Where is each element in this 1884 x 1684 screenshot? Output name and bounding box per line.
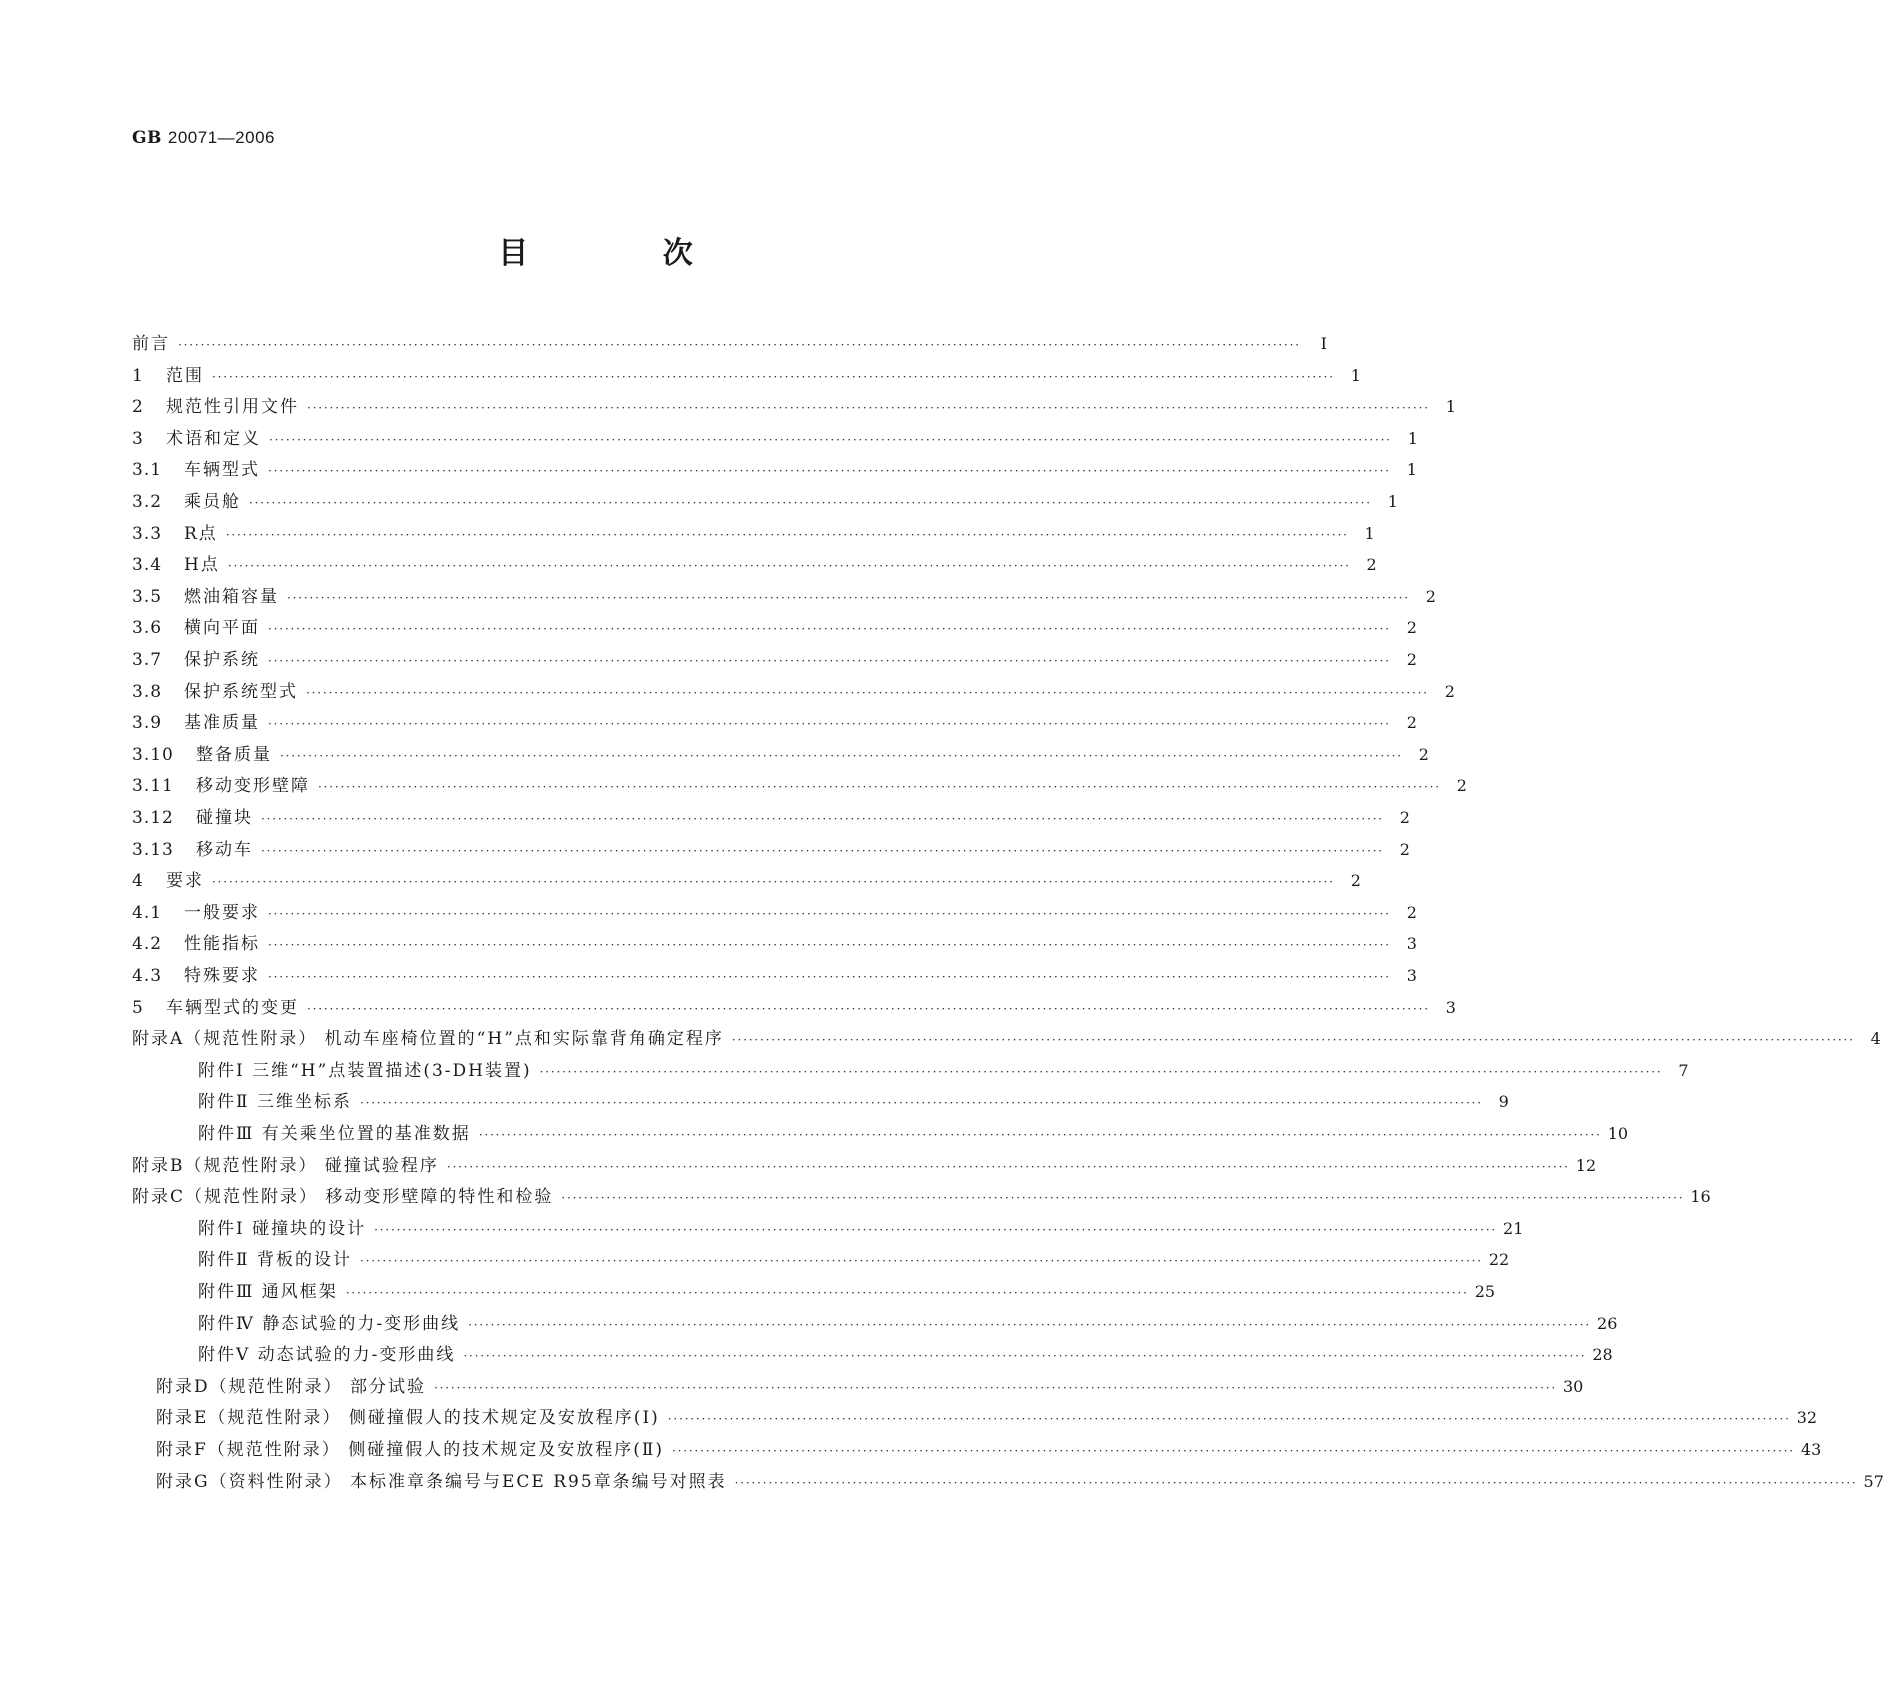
toc-entry[interactable] [132,458,1417,482]
toc-entry-page: 26 [1597,1314,1618,1333]
toc-entry-number: 2 [132,397,144,417]
toc-entry-label: 附录D（规范性附录） 部分试验 [156,1377,427,1397]
toc-entry-page: 2 [1406,713,1417,732]
toc-entry-label: 基准质量 [184,713,260,733]
toc-entry-label: 规范性引用文件 [166,397,299,417]
toc-entry-number: 3.5 [132,587,163,607]
toc-entry-label: 车辆型式的变更 [166,998,299,1018]
toc-entry-label: 附录E（规范性附录） 侧碰撞假人的技术规定及安放程序(Ⅰ) [156,1408,660,1428]
toc-entry-label: 碰撞块 [196,808,253,828]
toc-entry[interactable] [132,932,1417,956]
toc-entry-label: H点 [184,555,220,575]
toc-entry-number: 3.8 [132,682,163,702]
toc-entry[interactable] [156,1470,1884,1494]
toc-leader-dots: ········································································································································································································ [667,1412,1791,1426]
toc-entry[interactable] [132,490,1398,514]
toc-entry-page: 2 [1418,745,1429,764]
toc-entry-page: 1 [1350,366,1361,385]
toc-leader-dots: ········································································································································································································ [359,1096,1483,1110]
toc-leader-dots: ········································································································································································································ [268,464,1391,478]
toc-leader-dots: ········································································································································································································ [345,1286,1469,1300]
toc-leader-dots: ········································································································································································································ [212,370,1335,384]
toc-entry-number: 4.1 [132,903,163,923]
toc-leader-dots: ········································································································································································································ [261,844,1384,858]
toc-entry-label: 性能指标 [184,934,260,954]
toc-leader-dots: ········································································································································································································ [268,970,1391,984]
toc-entry-page: 57 [1863,1472,1884,1491]
toc-entry-page: 12 [1575,1156,1597,1175]
toc-entry-page: 2 [1456,776,1467,795]
toc-entry-label: 整备质量 [196,745,272,765]
toc-leader-dots: ········································································································································································································ [225,528,1349,542]
toc-entry-label: 附件Ⅲ 有关乘坐位置的基准数据 [198,1124,471,1144]
toc-entry-label: 前言 [132,334,170,354]
toc-leader-dots: ········································································································································································································ [227,559,1351,573]
toc-entry[interactable] [132,364,1361,388]
toc-entry-label: 附录G（资料性附录） 本标准章条编号与ECE R95章条编号对照表 [156,1472,727,1492]
toc-leader-dots: ········································································································································································································ [374,1223,1498,1237]
toc-entry-page: 3 [1406,934,1417,953]
toc-entry-label: 范围 [166,366,204,386]
toc-entry-page: 1 [1406,460,1417,479]
toc-entry[interactable] [156,1375,1584,1399]
toc-entry-page: 43 [1800,1440,1822,1459]
toc-entry[interactable] [132,743,1429,767]
toc-entry-label: 附件Ⅱ 背板的设计 [198,1250,352,1270]
toc-entry[interactable] [198,1280,1496,1304]
toc-entry-label: 要求 [166,871,204,891]
toc-entry-page: 1 [1445,397,1456,416]
toc-leader-dots: ········································································································································································································ [539,1065,1663,1079]
toc-entry-number: 5 [132,998,144,1018]
toc-leader-dots: ········································································································································································································ [478,1128,1602,1142]
toc-entry-page: 3 [1445,998,1456,1017]
toc-leader-dots: ········································································································································································································ [268,907,1391,921]
toc-entry-number: 3 [132,429,144,449]
toc-entry-number: 4.2 [132,934,163,954]
toc-entry[interactable] [132,901,1417,925]
toc-entry-page: 2 [1406,650,1417,669]
toc-entry-number: 3.11 [132,776,174,796]
toc-leader-dots: ········································································································································································································ [249,496,1372,510]
toc-entry[interactable] [198,1122,1629,1146]
toc-entry-page: 30 [1562,1377,1584,1396]
toc-entry-number: 3.7 [132,650,163,670]
toc-entry-page: 2 [1425,587,1436,606]
toc-leader-dots: ········································································································································································································ [280,749,1403,763]
toc-entry-label: 移动变形壁障 [196,776,310,796]
toc-entry-page: 28 [1592,1345,1613,1364]
toc-entry[interactable] [198,1343,1613,1367]
toc-entry-label: 保护系统型式 [184,682,298,702]
toc-entry-page: 22 [1488,1250,1510,1269]
toc-entry-page: 2 [1406,618,1417,637]
toc-entry-page: 10 [1607,1124,1629,1143]
toc-entry-label: 附件Ⅲ 通风框架 [198,1282,338,1302]
toc-entry-label: 燃油箱容量 [184,587,279,607]
toc-entry[interactable] [198,1217,1524,1241]
toc-entry-page: 16 [1690,1187,1711,1206]
toc-entry[interactable] [198,1312,1618,1336]
toc-entry-page: 1 [1364,524,1375,543]
toc-leader-dots: ········································································································································································································ [287,591,1410,605]
toc-leader-dots: ········································································································································································································ [212,875,1335,889]
toc-entry-label: 附件Ⅱ 三维坐标系 [198,1092,352,1112]
toc-entry-label: 乘员舱 [184,492,241,512]
toc-leader-dots: ········································································································································································································ [468,1318,1592,1332]
toc-entry[interactable] [132,395,1456,419]
toc-entry[interactable] [132,680,1455,704]
toc-entry-label: 附件Ⅳ 静态试验的力-变形曲线 [198,1314,461,1334]
toc-leader-dots: ········································································································································································································ [268,717,1391,731]
toc-leader-dots: ········································································································································································································ [359,1254,1483,1268]
toc-entry-page: 21 [1503,1219,1524,1238]
toc-entry-page: Ⅰ [1320,334,1327,353]
toc-entry[interactable] [132,869,1361,893]
document-code [132,128,275,148]
toc-entry[interactable] [132,1027,1881,1051]
standard-prefix: GB [132,128,162,148]
toc-entry-page: 2 [1399,840,1410,859]
toc-entry-number: 3.6 [132,618,163,638]
toc-leader-dots: ········································································································································································································ [672,1444,1795,1458]
toc-entry-label: 附录A（规范性附录） 机动车座椅位置的“H”点和实际靠背角确定程序 [132,1029,724,1049]
toc-entry-label: 附录C（规范性附录） 移动变形壁障的特性和检验 [132,1187,554,1207]
toc-entry-number: 1 [132,366,144,386]
toc-entry[interactable] [156,1406,1818,1430]
toc-entry[interactable] [198,1248,1510,1272]
toc-entry-page: 9 [1498,1092,1509,1111]
toc-entry-number: 3.4 [132,555,163,575]
toc-entry[interactable] [132,427,1418,451]
toc-entry-number: 3.10 [132,745,174,765]
page-title: 目 次 [498,236,755,271]
toc-entry[interactable] [198,1090,1509,1114]
toc-entry-page: 2 [1366,555,1377,574]
standard-number: 20071—2006 [167,128,275,147]
toc-entry[interactable] [132,838,1410,862]
toc-entry-label: 附录F（规范性附录） 侧碰撞假人的技术规定及安放程序(Ⅱ) [156,1440,665,1460]
toc-entry-label: 特殊要求 [184,966,260,986]
toc-entry-label: 车辆型式 [184,460,260,480]
toc-entry-label: 附件Ⅰ 三维“H”点装置描述(3-DH装置) [198,1061,532,1081]
toc-entry-number: 3.9 [132,713,163,733]
toc-entry-number: 4.3 [132,966,163,986]
toc-entry-label: 一般要求 [184,903,260,923]
toc-entry-number: 4 [132,871,144,891]
toc-entry-page: 25 [1474,1282,1496,1301]
toc-entry-number: 3.13 [132,840,174,860]
toc-entry-page: 4 [1870,1029,1881,1048]
toc-entry-page: 1 [1407,429,1418,448]
toc-leader-dots: ········································································································································································································ [463,1349,1587,1363]
toc-entry-number: 3.2 [132,492,163,512]
toc-leader-dots: ········································································································································································································ [268,938,1391,952]
toc-entry[interactable] [132,522,1375,546]
toc-entry[interactable] [132,616,1417,640]
toc-entry-page: 1 [1387,492,1398,511]
toc-entry[interactable] [132,553,1377,577]
toc-leader-dots: ········································································································································································································ [561,1191,1685,1205]
toc-entry[interactable] [132,711,1417,735]
toc-leader-dots: ········································································································································································································ [307,1002,1430,1016]
toc-entry-label: 附件Ⅴ 动态试验的力-变形曲线 [198,1345,456,1365]
toc-leader-dots: ········································································································································································································ [268,654,1391,668]
toc-leader-dots: ········································································································································································································ [261,812,1384,826]
toc-entry-label: 移动车 [196,840,253,860]
toc-leader-dots: ········································································································································································································ [178,338,1301,352]
toc-leader-dots: ········································································································································································································ [731,1033,1855,1047]
toc-entry-label: 附录B（规范性附录） 碰撞试验程序 [132,1156,439,1176]
toc-entry[interactable] [132,1154,1597,1178]
toc-leader-dots: ········································································································································································································ [434,1381,1557,1395]
toc-entry-label: R点 [184,524,218,544]
toc-entry-label: 术语和定义 [166,429,261,449]
toc-entry[interactable] [132,806,1410,830]
toc-leader-dots: ········································································································································································································ [318,780,1441,794]
toc-entry-page: 32 [1796,1408,1818,1427]
toc-entry-page: 7 [1678,1061,1689,1080]
toc-leader-dots: ········································································································································································································ [306,686,1429,700]
toc-entry[interactable] [132,585,1436,609]
toc-entry-page: 3 [1406,966,1417,985]
toc-entry-label: 附件Ⅰ 碰撞块的设计 [198,1219,367,1239]
toc-entry-page: 2 [1444,682,1455,701]
toc-entry-page: 2 [1406,903,1417,922]
toc-entry[interactable] [132,996,1456,1020]
toc-leader-dots: ········································································································································································································ [734,1476,1858,1490]
toc-entry-label: 横向平面 [184,618,260,638]
toc-entry-page: 2 [1399,808,1410,827]
toc-entry-number: 3.3 [132,524,163,544]
toc-entry-page: 2 [1350,871,1361,890]
toc-entry[interactable] [132,332,1327,356]
toc-leader-dots: ········································································································································································································ [269,433,1392,447]
toc-entry[interactable] [132,1185,1711,1209]
toc-entry-number: 3.12 [132,808,174,828]
toc-entry-label: 保护系统 [184,650,260,670]
toc-entry[interactable] [198,1059,1689,1083]
toc-entry-number: 3.1 [132,460,163,480]
toc-entry[interactable] [132,648,1417,672]
toc-leader-dots: ········································································································································································································ [307,401,1430,415]
toc-entry[interactable] [156,1438,1822,1462]
toc-leader-dots: ········································································································································································································ [446,1160,1570,1174]
toc-leader-dots: ········································································································································································································ [268,622,1391,636]
toc-entry[interactable] [132,964,1417,988]
toc-entry[interactable] [132,774,1467,798]
